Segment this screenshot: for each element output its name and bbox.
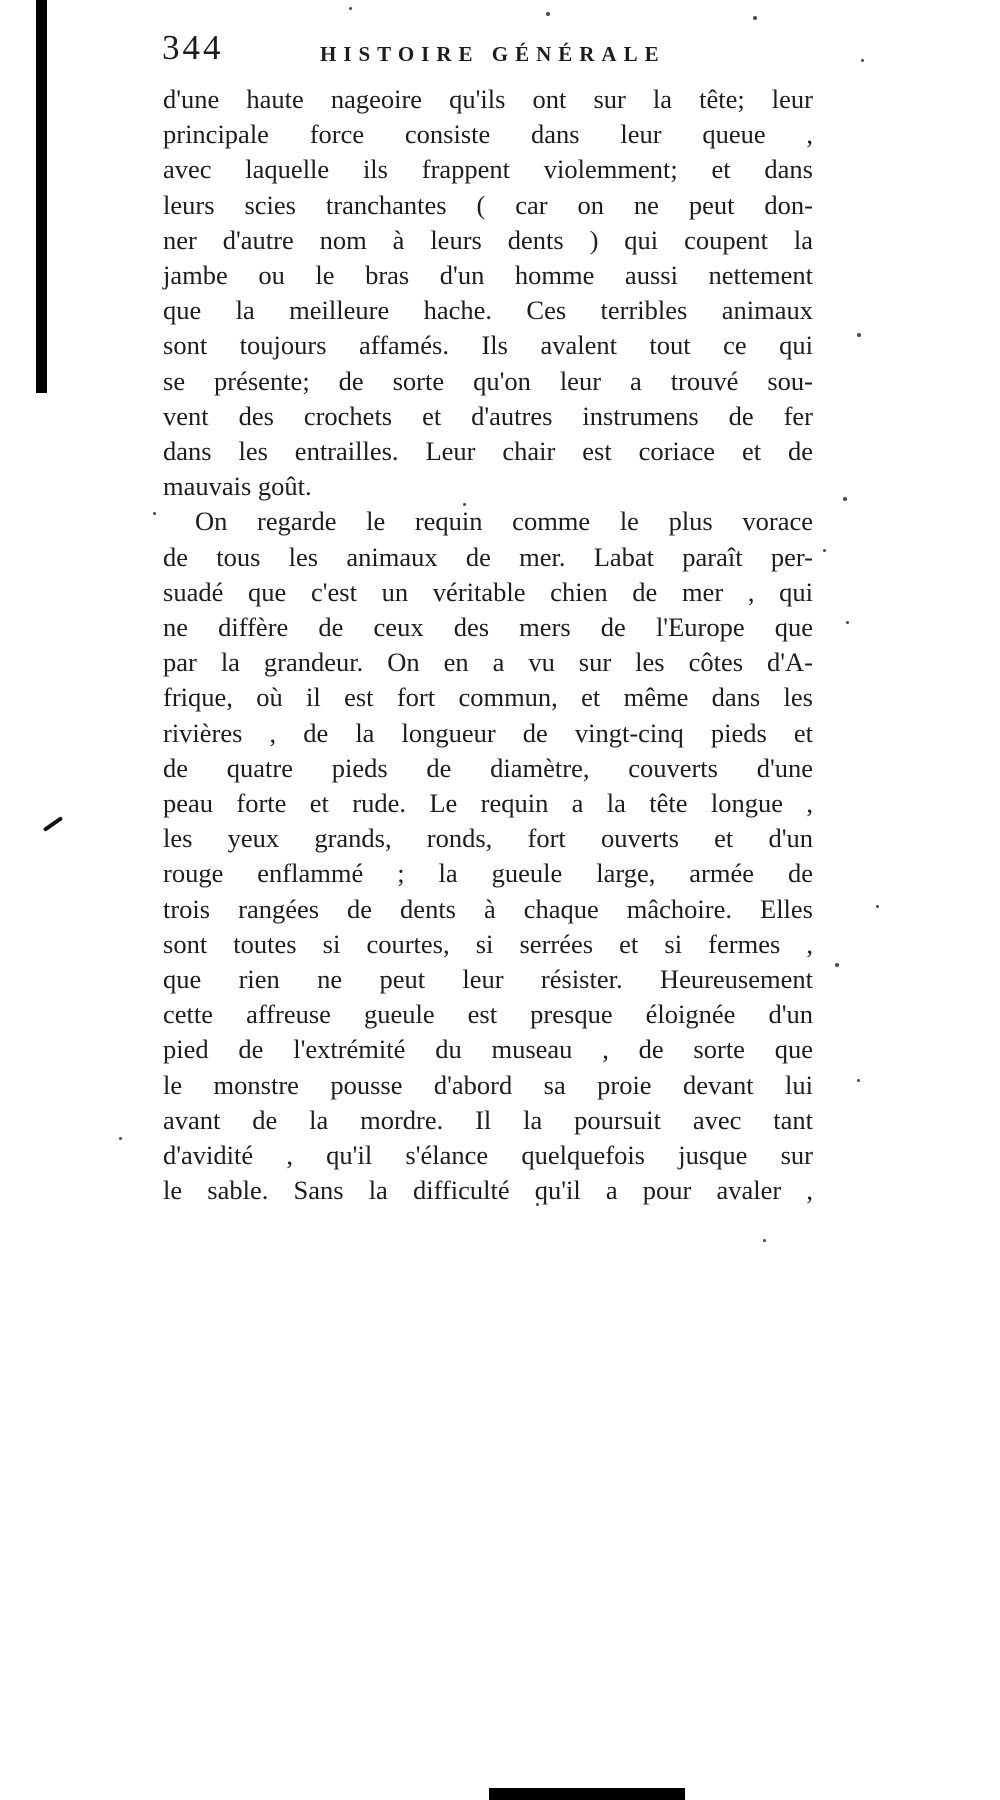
scan-dust-speck [835,963,839,967]
text-line: rouge enflammé ; la gueule large, armée de [163,858,813,889]
text-line: sont toutes si courtes, si serrées et si fermes , [163,928,813,959]
text-line: que la meilleure hache. Ces terribles animaux [163,295,813,326]
text-line: les yeux grands, ronds, fort ouverts et d'un [163,823,813,854]
text-line: pied de l'extrémité du museau , de sorte que [163,1034,813,1065]
text-line: cette affreuse gueule est presque éloignée d'un [163,999,813,1030]
text-line: peau forte et rude. Le requin a la tête longue , [163,788,813,819]
scan-dust-speck [823,549,826,552]
scan-dust-speck [857,1079,860,1082]
text-line: vent des crochets et d'autres instrumens de fer [163,400,813,431]
text-line: avant de la mordre. Il la poursuit avec tant [163,1104,813,1135]
text-line: dans les entrailles. Leur chair est coriace et de [163,436,813,467]
text-line: le sable. Sans la difficulté qu'il a pour avaler , [163,1175,813,1206]
text-line: que rien ne peut leur résister. Heureusement [163,964,813,995]
text-line: mauvais goût. [163,471,312,502]
scan-dust-speck [753,16,757,20]
scan-dust-speck [857,333,861,337]
scan-bar-bottom [489,1788,685,1800]
text-line: principale force consiste dans leur queue , [163,119,813,150]
text-line: de tous les animaux de mer. Labat paraît per- [163,541,813,572]
text-line: de quatre pieds de diamètre, couverts d'une [163,752,813,783]
scan-dust-speck [843,497,847,501]
text-line: leurs scies tranchantes ( car on ne peut don- [163,189,813,220]
text-line: par la grandeur. On en a vu sur les côtes d'A- [163,647,813,678]
text-line: frique, où il est fort commun, et même dans les [163,682,813,713]
text-line: rivières , de la longueur de vingt-cinq pieds et [163,717,813,748]
scan-dust-speck [546,12,550,16]
text-line: On regarde le requin comme le plus vorace [195,506,813,537]
text-block [163,82,813,1209]
text-line: d'avidité , qu'il s'élance quelquefois jusque sur [163,1140,813,1171]
text-line: d'une haute nageoire qu'ils ont sur la tête; leur [163,84,813,114]
text-line: avec laquelle ils frappent violemment; et dans [163,154,813,185]
scan-dust-speck [153,512,156,515]
text-line: ne diffère de ceux des mers de l'Europe que [163,612,813,643]
page-number: 344 [162,28,224,67]
scan-tick-mark [43,816,63,832]
scan-dust-speck [119,1137,122,1140]
scan-dust-speck [846,621,849,624]
text-line: jambe ou le bras d'un homme aussi nettement [163,260,813,291]
scan-dust-speck [763,1239,766,1242]
text-line: sont toujours affamés. Ils avalent tout ce qui [163,330,813,361]
scan-dust-speck [876,905,879,908]
text-line: trois rangées de dents à chaque mâchoire. Elles [163,893,813,924]
scan-bar-left [36,0,47,393]
text-line: le monstre pousse d'abord sa proie devant lui [163,1069,813,1100]
text-line: ner d'autre nom à leurs dents ) qui coupent la [163,224,813,255]
text-line: se présente; de sorte qu'on leur a trouvé sou- [163,365,813,396]
running-title: HISTOIRE GÉNÉRALE [320,42,666,66]
text-line: suadé que c'est un véritable chien de mer , qui [163,576,813,607]
scan-dust-speck [861,59,864,62]
scan-dust-speck [349,7,352,10]
